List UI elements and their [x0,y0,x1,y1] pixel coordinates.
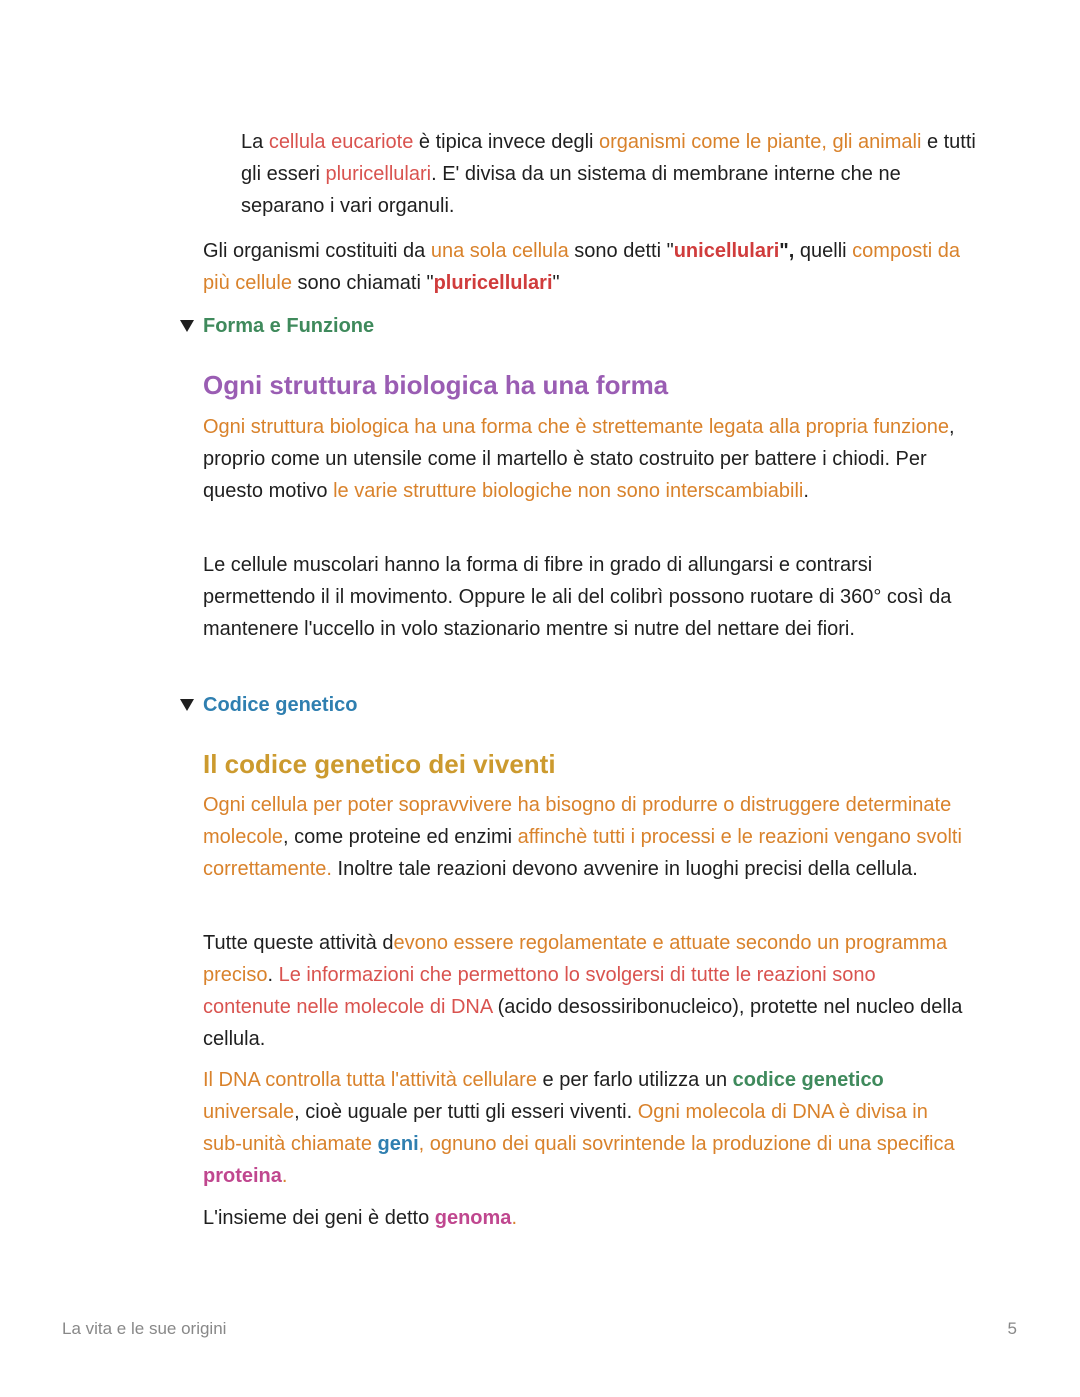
paragraph-unicellular: Gli organismi costituiti da una sola cellula sono detti "unicellulari", quelli composti da più cellule sono chiamati "pluricellulari" [203,240,961,294]
paragraph-muscle-cells: Le cellule muscolari hanno la forma di fibre in grado di allungarsi e contrarsi permettendo il il movimento. Oppure le ali del colibrì possono ruotare di 360° così da mantenere l'uccello in volo stazionario mentre si nutre del nettare dei fiori. [203,554,952,640]
section-heading: Ogni struttura biologica ha una forma [203,370,669,400]
toggle-forma-funzione[interactable] [180,313,374,339]
toggle-label: Forma e Funzione [203,315,375,337]
paragraph-cell-survival: Ogni cellula per poter sopravvivere ha bisogno di produrre o distruggere determinate molecole, come proteine ed enzimi affinchè tutti i processi e le reazioni vengano svolti correttamente. Inoltre tale reazioni devono avvenire in luoghi precisi della cellula. [203,794,962,880]
page-number: 5 [1007,1319,1017,1338]
paragraph-genetic-code: Il DNA controlla tutta l'attività cellulare e per farlo utilizza un codice genetico universale, cioè uguale per tutti gli esseri viventi. Ogni molecola di DNA è divisa in sub-unità chiamate geni, ognuno dei quali sovrintende la produzione di una specifica proteina. [203,1069,955,1187]
paragraph-eukaryote: La cellula eucariote è tipica invece degli organismi come le piante, gli animali e tutti gli esseri pluricellulari. E' divisa da un sistema di membrane interne che ne separano i vari organuli. [241,131,976,217]
paragraph-form-function: Ogni struttura biologica ha una forma che è strettemante legata alla propria funzione, proprio come un utensile come il martello è stato costruito per battere i chiodi. Per questo motivo le varie strutture biologiche non sono interscambiabili. [203,416,955,502]
section-heading: Il codice genetico dei viventi [203,749,556,779]
paragraph-genome: L'insieme dei geni è detto genoma. [203,1207,517,1229]
toggle-codice-genetico[interactable] [180,692,357,718]
paragraph-dna-info: Tutte queste attività devono essere regolamentate e attuate secondo un programma preciso. Le informazioni che permettono lo svolgersi di tutte le reazioni sono contenute nelle molecole di DNA (acido desossiribonucleico), protette nel nucleo della cellula. [203,932,963,1050]
triangle-down-icon[interactable] [180,320,194,332]
footer-title: La vita e le sue origini [62,1319,227,1338]
triangle-down-icon[interactable] [180,699,194,711]
toggle-label: Codice genetico [203,694,358,716]
